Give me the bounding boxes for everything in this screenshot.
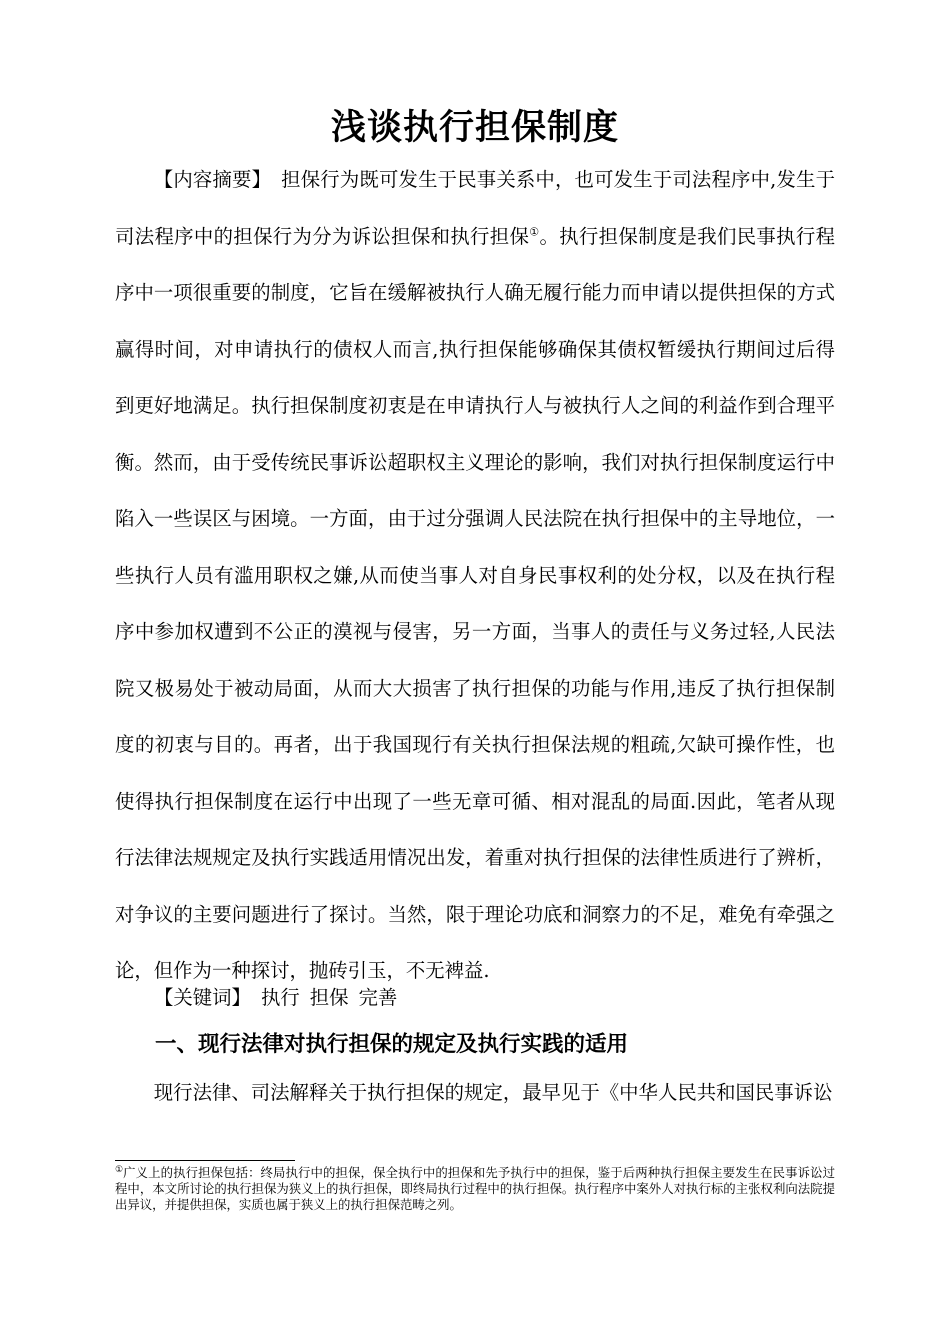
keyword-item: 执行 [260,986,300,1009]
footnote-divider [115,1160,295,1161]
abstract-text-part2: 。执行担保制度是我们民事执行程序中一项很重要的制度，它旨在缓解被执行人确无履行能力而申请以提供担保的方式赢得时间，对申请执行的债权人而言,执行担保能够确保其债权暂缓执行期间过后得到更好地满足。执行担保制度初衷是在申请执行人与被执行人之间的利益作到合理平衡。然而，由于受传统民事诉讼超职权主义理论的影响，我们对执行担保制度运行中陷入一些误区与困境。一方面，由于过分强调人民法院在执行担保中的主导地位，一些执行人员有滥用职权之嫌,从而使当事人对自身民事权利的处分权，以及在执行程序中参加权遭到不公正的漠视与侵害，另一方面，当事人的责任与义务过轻,人民法院又极易处于被动局面，从而大大损害了执行担保的功能与作用,违反了执行担保制度的初衷与目的。再者，出于我国现行有关执行担保法规的粗疏,欠缺可操作性，也使得执行担保制度在运行中出现了一些无章可循、相对混乱的局面.因此，笔者从现行法律法规规定及执行实践适用情况出发，着重对执行担保的法律性质进行了辨析，对争议的主要问题进行了探讨。当然，限于理论功底和洞察力的不足，难免有牵强之论，但作为一种探讨，抛砖引玉，不无裨益. [115,224,836,982]
footnote [115,1165,835,1213]
keywords-label: 【关键词】 [154,986,251,1009]
body-paragraph: 现行法律、司法解释关于执行担保的规定，最早见于《中华人民共和国民事诉讼 [153,1081,833,1104]
section-heading: 一、现行法律对执行担保的规定及执行实践的适用 [155,1032,629,1057]
keyword-item: 完善 [358,986,398,1009]
footnote-marker: ① [115,1164,124,1175]
abstract-label: 【内容摘要】 [153,168,272,191]
footnote-text: 广义上的执行担保包括：终局执行中的担保，保全执行中的担保和先予执行中的担保，鉴于后两种执行担保主要发生在民事诉讼过程中，本文所讨论的执行担保为狭义上的执行担保，即终局执行过程中的执行担保。执行程序中案外人对执行标的主张权利向法院提出异议，并提供担保，实质也属于狭义上的执行担保范畴之列。 [115,1165,835,1212]
abstract-paragraph [115,152,835,1000]
footnote-reference[interactable]: ① [529,225,540,239]
keyword-item: 担保 [309,986,349,1009]
abstract-text-part1: 担保行为既可发生于民事关系中，也可发生于司法程序中,发生于司法程序中的担保行为分为诉讼担保和执行担保 [115,168,835,248]
keywords-line [154,982,407,1014]
page-title: 浅谈执行担保制度 [330,108,619,148]
